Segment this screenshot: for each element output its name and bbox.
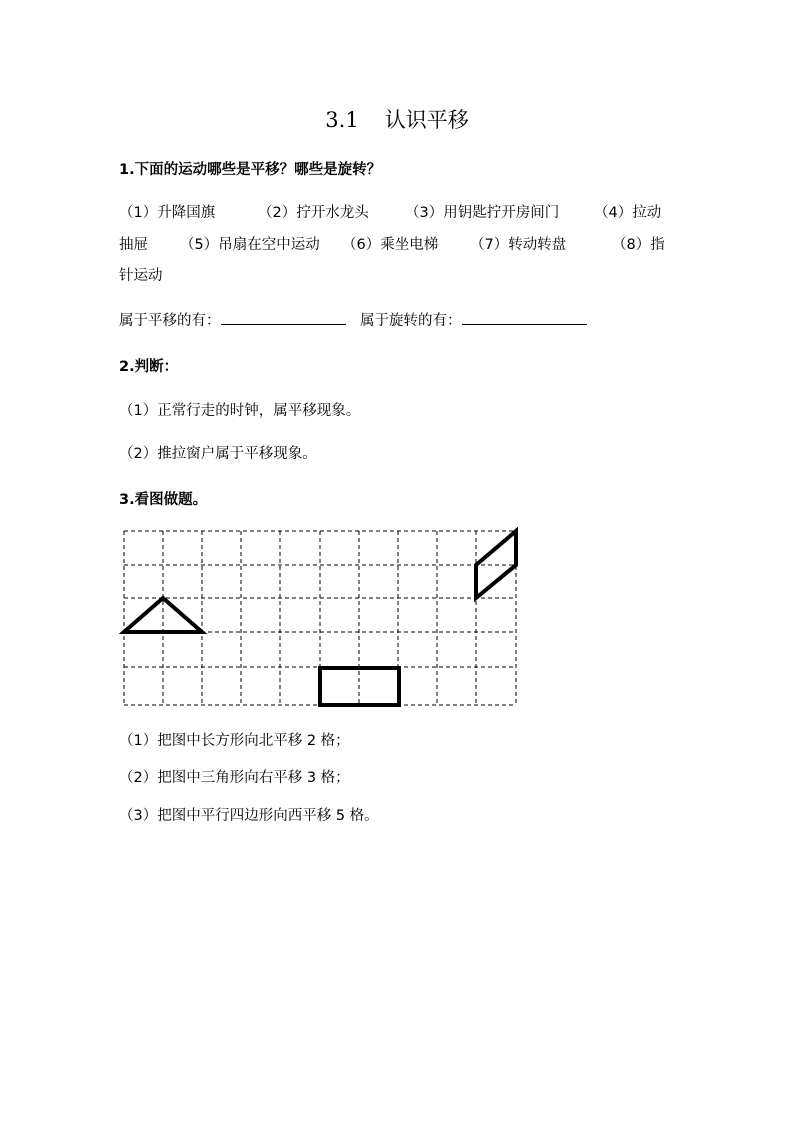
option-4-continued: 抽屉 bbox=[119, 237, 148, 253]
option-8-continued: 针运动 bbox=[119, 268, 163, 284]
task-item-3: （3）把图中平行四边形向西平移 5 格。 bbox=[119, 808, 379, 824]
option-5: （5）吊扇在空中运动 bbox=[180, 237, 320, 253]
question-1-heading: 1.下面的运动哪些是平移？哪些是旋转？ bbox=[119, 162, 382, 178]
option-6: （6）乘坐电梯 bbox=[342, 237, 439, 253]
question-2-heading: 2.判断： bbox=[119, 359, 179, 375]
option-8: （8）指 bbox=[612, 237, 665, 253]
option-1: （1）升降国旗 bbox=[119, 205, 216, 221]
rotation-label: 属于旋转的有： bbox=[360, 313, 462, 329]
title-text: 认识平移 bbox=[384, 108, 469, 132]
title-number: 3.1 bbox=[325, 108, 359, 132]
option-7: （7）转动转盘 bbox=[470, 237, 567, 253]
question-3-heading: 3.看图做题。 bbox=[119, 492, 208, 508]
option-4: （4）拉动 bbox=[594, 205, 662, 221]
task-item-2: （2）把图中三角形向右平移 3 格； bbox=[119, 770, 350, 786]
judgement-item-2: （2）推拉窗户属于平移现象。 bbox=[119, 446, 317, 462]
task-item-1: （1）把图中长方形向北平移 2 格； bbox=[119, 733, 350, 749]
option-2: （2）拧开水龙头 bbox=[258, 205, 369, 221]
option-3: （3）用钥匙拧开房间门 bbox=[405, 205, 560, 221]
translation-label: 属于平移的有： bbox=[119, 313, 221, 329]
judgement-item-1: （1）正常行走的时钟，属平移现象。 bbox=[119, 403, 361, 419]
